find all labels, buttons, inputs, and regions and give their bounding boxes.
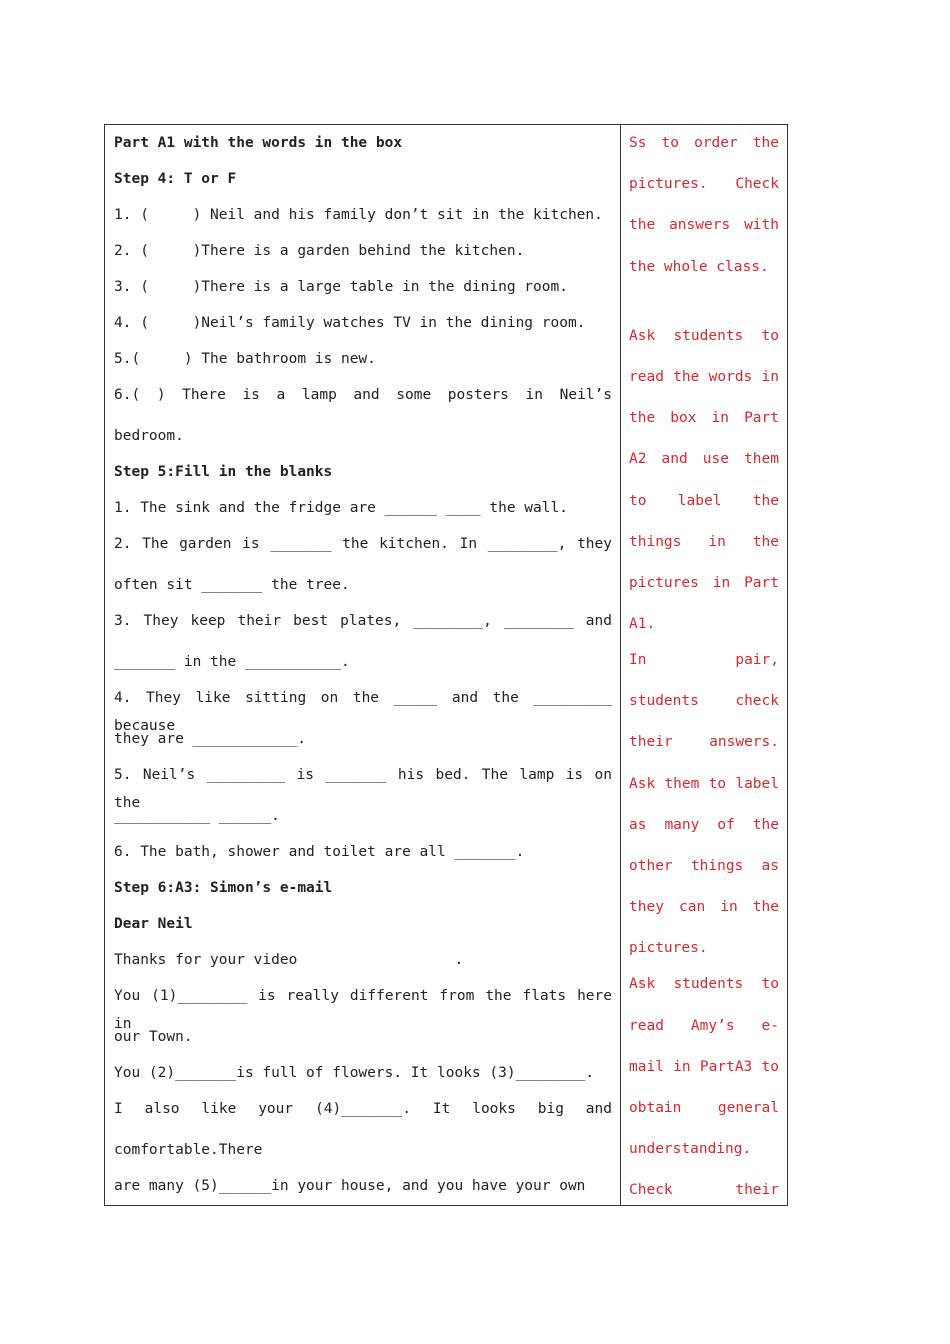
exercise-line: 1. The sink and the fridge are ______ ____ the wall. [114, 500, 568, 516]
teacher-note-line: Ask students to [629, 976, 779, 993]
teacher-note-line: understanding. [629, 1141, 752, 1158]
exercise-line: 1. ( ) Neil and his family don’t sit in the kitchen. [114, 207, 603, 223]
teacher-note-line: pictures. Check [629, 176, 779, 193]
exercise-line: _______ in the ___________. [114, 654, 350, 670]
exercise-line: 5.( ) The bathroom is new. [114, 351, 376, 367]
teacher-notes-column [621, 125, 787, 1205]
teacher-note-line: Ask them to label [629, 775, 779, 792]
document-table [104, 124, 788, 1206]
teacher-note-line: A1. [629, 616, 656, 633]
teacher-note-line: other things as [629, 858, 779, 874]
exercise-line: 2. The garden is _______ the kitchen. In ________, they [114, 536, 612, 552]
teacher-note-line: Ask students to [629, 327, 779, 344]
exercise-line: 4. They like sitting on the _____ and the _________ because [114, 690, 612, 734]
teacher-note-line: the box in Part [629, 410, 779, 427]
note-spacer [629, 294, 779, 322]
exercise-line: 6. The bath, shower and toilet are all _______. [114, 844, 525, 860]
exercise-line: bedroom. [114, 428, 184, 444]
teacher-note-line: to label the [629, 492, 779, 509]
exercise-line: 2. ( )There is a garden behind the kitchen. [114, 243, 525, 259]
exercise-line: 3. ( )There is a large table in the dining room. [114, 279, 568, 295]
teacher-note-line: Ss to order the [629, 135, 779, 151]
exercise-line: Part A1 with the words in the box [114, 135, 403, 151]
exercise-line: Step 5:Fill in the blanks [114, 464, 333, 480]
teacher-note-line: the answers with [629, 217, 779, 234]
teacher-note-line: things in the [629, 533, 779, 550]
exercise-line: 6.( ) There is a lamp and some posters in Neil’s [114, 387, 612, 403]
teacher-note-line: they can in the [629, 899, 779, 916]
exercise-line: You (2)_______is full of flowers. It looks (3)________. [114, 1065, 595, 1081]
teacher-note-line: Check their [629, 1182, 779, 1199]
exercise-line: they are ____________. [114, 731, 307, 747]
teacher-note-line: students check [629, 693, 779, 710]
exercise-line: 3. They keep their best plates, ________, ________ and [114, 613, 612, 629]
teacher-note-line: read the words in [629, 368, 779, 385]
teacher-note-line: obtain general [629, 1099, 779, 1116]
teacher-note-line: as many of the [629, 816, 779, 833]
teacher-note-line: read Amy’s e- [629, 1017, 779, 1034]
exercise-line: You (1)________ is really different from the flats here in [114, 988, 612, 1032]
exercise-line: comfortable.There [114, 1142, 263, 1158]
teacher-note-line: their answers. [629, 734, 779, 751]
exercise-line: often sit _______ the tree. [114, 577, 350, 593]
teacher-note-line: A2 and use them [629, 451, 779, 468]
exercise-line: Step 6:A3: Simon’s e-mail [114, 880, 333, 896]
exercise-line: 4. ( )Neil’s family watches TV in the dining room. [114, 315, 586, 331]
exercise-line: are many (5)______in your house, and you have your own [114, 1178, 586, 1194]
exercise-line: ___________ ______. [114, 808, 280, 824]
teacher-note-line: pictures in Part [629, 574, 779, 591]
exercise-line: Dear Neil [114, 916, 193, 932]
teacher-note-line: In pair, [629, 652, 779, 669]
exercise-line: 5. Neil’s _________ is _______ his bed. The lamp is on the [114, 767, 612, 811]
teacher-note-line: mail in PartA3 to [629, 1058, 779, 1075]
exercise-line: Step 4: T or F [114, 171, 237, 187]
exercise-column [105, 125, 621, 1205]
exercise-line: Thanks for your video . [114, 952, 464, 968]
teacher-note-line: pictures. [629, 940, 708, 957]
exercise-line: I also like your (4)_______. It looks big and [114, 1101, 612, 1117]
teacher-note-line: the whole class. [629, 258, 769, 275]
exercise-line: our Town. [114, 1029, 193, 1045]
